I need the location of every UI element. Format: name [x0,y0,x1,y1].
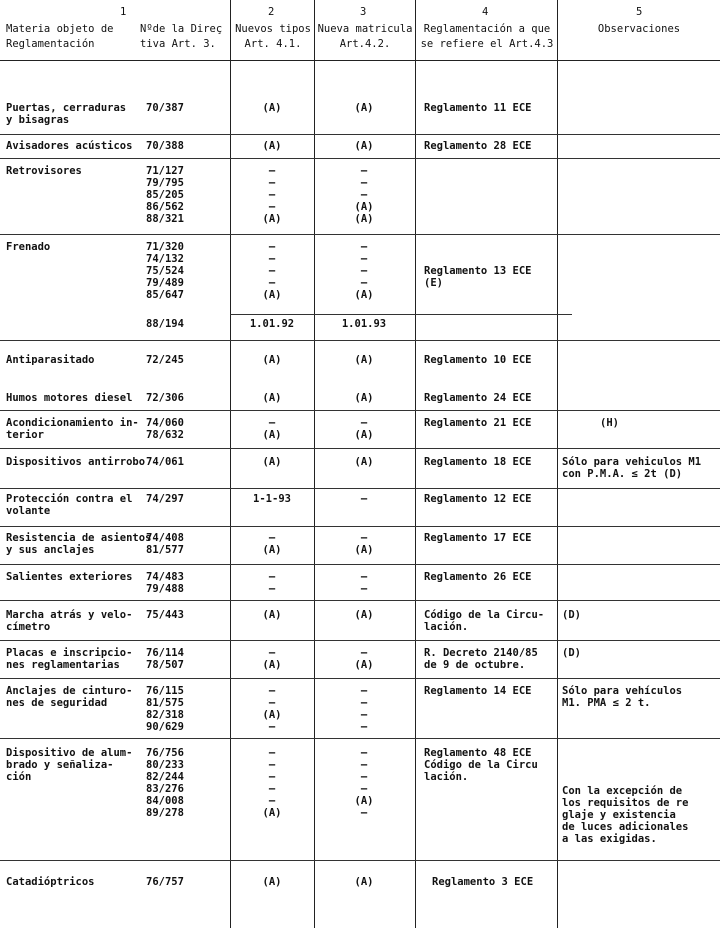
row-rule [0,134,720,135]
cell-dir: 74/060 78/632 [146,417,184,441]
cell-nuevos: – (A) [262,647,282,671]
cell-obs: Sólo para vehiculos M1 con P.M.A. ≤ 2t (D) [562,456,702,480]
cell-nuevos: – (A) [262,532,282,556]
row-rule [230,314,572,315]
col-rule-2 [314,0,315,928]
cell-obs: Con la excepción de los requisitos de re glaje y existencia de luces adicionales a las exigidas. [562,785,689,845]
cell-dir: 76/757 [146,876,184,888]
header-rule [0,60,720,61]
cell-dir: 70/387 [146,102,184,114]
cell-matricula: – (A) [354,532,374,556]
cell-reglamento: Reglamento 21 ECE [424,417,532,429]
row-rule [0,860,720,861]
cell-matricula: (A) [354,354,374,366]
cell-reglamento: Reglamento 28 ECE [424,140,532,152]
cell-materia: Protección contra el volante [6,493,133,517]
col4-title: Reglamentación a que se refiere el Art.4.3 [420,23,554,50]
cell-dir: 74/408 81/577 [146,532,184,556]
col3-number: 3 [360,6,367,18]
cell-nuevos: – – [268,571,276,595]
cell-dir: 70/388 [146,140,184,152]
cell-nuevos: – – – – (A) [262,165,282,225]
cell-matricula: – (A) [354,417,374,441]
cell-nuevos: (A) [262,354,282,366]
cell-reglamento: Reglamento 12 ECE [424,493,532,505]
col1b-title: Nºde la Direç tiva Art. 3. [140,23,223,50]
col2-title: Nuevos tipos Art. 4.1. [235,23,311,50]
cell-matricula: – – – (A) (A) [354,165,374,225]
cell-dir: 88/194 [146,318,184,330]
cell-nuevos: (A) [262,876,282,888]
cell-matricula: – [360,493,368,505]
cell-obs: (H) [600,417,619,429]
cell-reglamento: Reglamento 13 ECE (E) [424,265,532,289]
cell-materia: Marcha atrás y velo- címetro [6,609,133,633]
row-rule [0,678,720,679]
cell-dir: 74/061 [146,456,184,468]
cell-reglamento: Código de la Circu- lación. [424,609,545,633]
cell-reglamento: Reglamento 24 ECE [424,392,532,404]
cell-nuevos: (A) [262,140,282,152]
cell-reglamento: Reglamento 14 ECE [424,685,532,697]
cell-matricula: – – – – [360,685,368,733]
row-rule [0,738,720,739]
cell-nuevos: (A) [262,102,282,114]
cell-nuevos: 1.01.92 [249,318,295,330]
cell-materia: Antiparasitado [6,354,95,366]
col2-number: 2 [268,6,275,18]
cell-matricula: – – – – (A) [354,241,374,301]
col5-title: Observaciones [597,23,681,35]
cell-obs: (D) [562,609,581,621]
cell-nuevos: – – (A) – [262,685,282,733]
cell-obs: Sólo para vehículos M1. PMA ≤ 2 t. [562,685,683,709]
cell-dir: 74/297 [146,493,184,505]
cell-dir: 72/245 [146,354,184,366]
cell-nuevos: (A) [262,456,282,468]
cell-materia: Anclajes de cinturo- nes de seguridad [6,685,133,709]
cell-nuevos: (A) [262,609,282,621]
cell-obs: (D) [562,647,581,659]
cell-materia: Avisadores acústicos [6,140,133,152]
col1-title: Materia objeto de Reglamentación [6,23,114,50]
row-rule [0,564,720,565]
col-rule-1 [230,0,231,928]
cell-nuevos: 1-1-93 [253,493,291,505]
cell-reglamento: Reglamento 3 ECE [432,876,534,888]
cell-reglamento: Reglamento 10 ECE [424,354,532,366]
cell-nuevos: – (A) [262,417,282,441]
cell-materia: Placas e inscripcio- nes reglamentarias [6,647,133,671]
cell-dir: 76/756 80/233 82/244 83/276 84/008 89/278 [146,747,184,819]
cell-materia: Catadióptricos [6,876,95,888]
col4-number: 4 [482,6,489,18]
row-rule [0,488,720,489]
row-rule [0,526,720,527]
cell-dir: 76/114 78/507 [146,647,184,671]
cell-reglamento: Reglamento 18 ECE [424,456,532,468]
cell-matricula: 1.01.93 [341,318,387,330]
row-rule [0,158,720,159]
cell-materia: Frenado [6,241,51,253]
cell-reglamento: Reglamento 17 ECE [424,532,532,544]
cell-dir: 74/483 79/488 [146,571,184,595]
cell-materia: Acondicionamiento in- terior [6,417,139,441]
col-rule-3 [415,0,416,928]
col5-number: 5 [636,6,643,18]
cell-matricula: – (A) [354,647,374,671]
row-rule [0,640,720,641]
cell-reglamento: Reglamento 26 ECE [424,571,532,583]
cell-reglamento: Reglamento 11 ECE [424,102,532,114]
cell-dir: 72/306 [146,392,184,404]
cell-materia: Retrovisores [6,165,82,177]
cell-dir: 76/115 81/575 82/318 90/629 [146,685,184,733]
cell-matricula: (A) [354,102,374,114]
cell-materia: Salientes exteriores [6,571,133,583]
row-rule [0,448,720,449]
cell-dir: 71/320 74/132 75/524 79/489 85/647 [146,241,184,301]
cell-nuevos: – – – – – (A) [262,747,282,819]
cell-matricula: (A) [354,456,374,468]
cell-dir: 71/127 79/795 85/205 86/562 88/321 [146,165,184,225]
row-rule [0,410,720,411]
cell-matricula: (A) [354,140,374,152]
cell-matricula: (A) [354,392,374,404]
cell-matricula: – – – – (A) – [354,747,374,819]
cell-matricula: – – [360,571,368,595]
row-rule [0,340,720,341]
cell-matricula: (A) [354,876,374,888]
cell-dir: 75/443 [146,609,184,621]
cell-reglamento: R. Decreto 2140/85 de 9 de octubre. [424,647,538,671]
cell-materia: Humos motores diesel [6,392,133,404]
cell-materia: Dispositivos antirrobo [6,456,146,468]
cell-reglamento: Reglamento 48 ECE Código de la Circu lación. [424,747,538,783]
col-rule-4 [557,0,558,928]
col1-number: 1 [120,6,127,18]
row-rule [0,234,720,235]
cell-materia: Dispositivo de alum- brado y señaliza- ción [6,747,133,783]
cell-materia: Resistencia de asientos y sus anclajes [6,532,152,556]
cell-nuevos: (A) [262,392,282,404]
cell-nuevos: – – – – (A) [262,241,282,301]
cell-matricula: (A) [354,609,374,621]
row-rule [0,600,720,601]
col3-title: Nueva matricula Art.4.2. [317,23,413,50]
cell-materia: Puertas, cerraduras y bisagras [6,102,127,126]
